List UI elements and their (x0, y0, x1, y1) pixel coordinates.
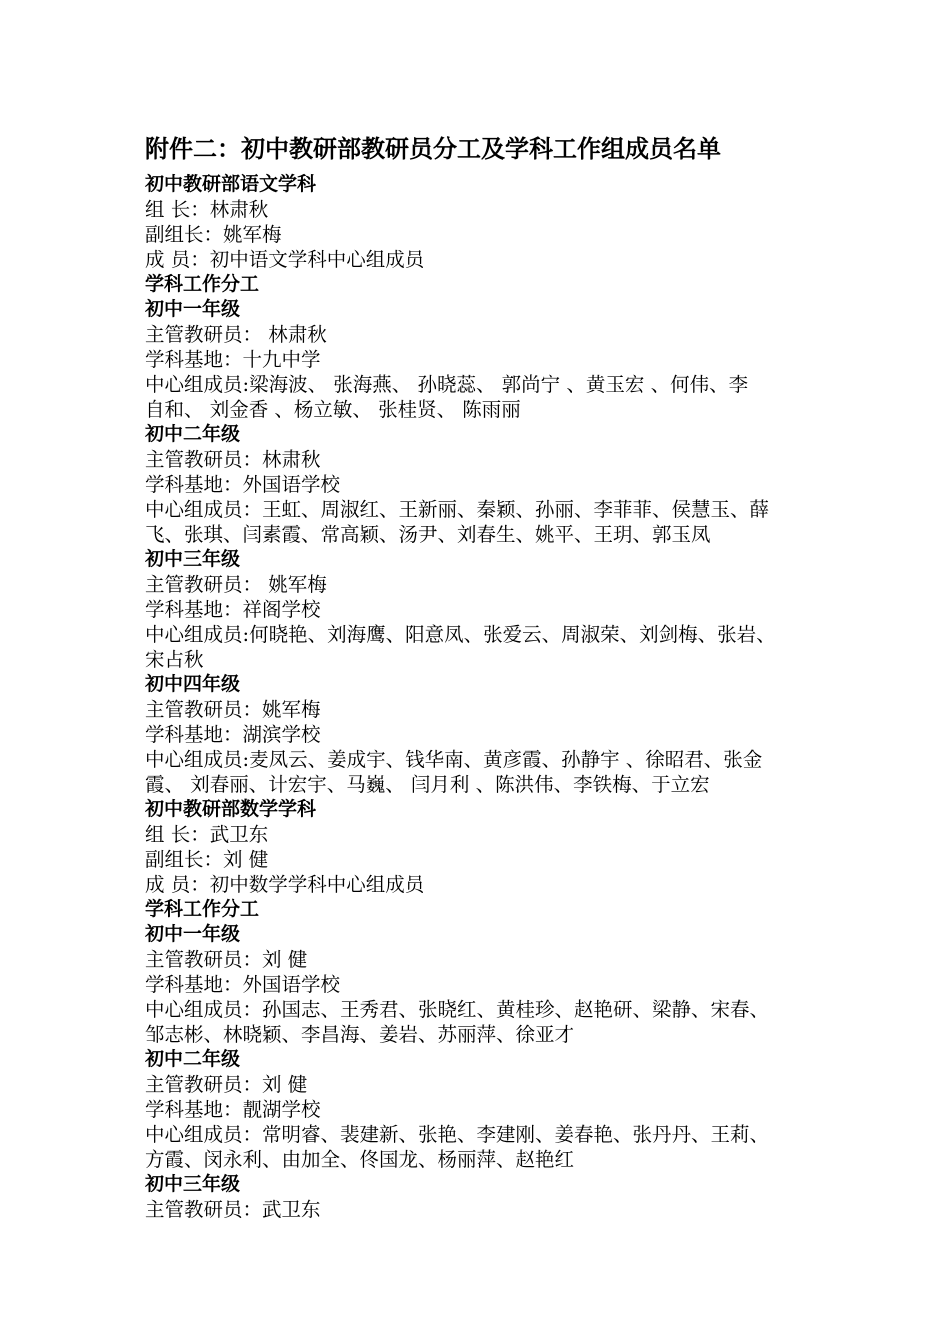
text-line: 学科基地：外国语学校 (145, 473, 341, 496)
section-heading: 初中一年级 (145, 923, 241, 945)
section-heading: 初中三年级 (145, 1173, 241, 1195)
text-line: 主管教研员：刘 健 (145, 1073, 308, 1096)
text-line: 方霞、闵永利、由加全、佟国龙、杨丽萍、赵艳红 (145, 1148, 575, 1171)
text-line: 副组长：刘 健 (145, 848, 269, 871)
section-heading: 学科工作分工 (145, 273, 260, 295)
text-line: 中心组成员：孙国志、王秀君、张晓红、黄桂珍、赵艳研、梁静、宋春、 (145, 998, 770, 1021)
text-line: 组 长：林肃秋 (145, 198, 269, 221)
text-line: 成 员：初中数学学科中心组成员 (145, 873, 425, 896)
section-heading: 初中三年级 (145, 548, 241, 570)
text-line: 中心组成员:麦凤云、姜成宇、钱华南、黄彦霞、孙静宇 、徐昭君、张金 (145, 748, 763, 771)
section-heading: 初中二年级 (145, 1048, 241, 1070)
text-line: 主管教研员： 林肃秋 (145, 323, 327, 346)
section-heading: 学科工作分工 (145, 898, 260, 920)
text-line: 学科基地：靓湖学校 (145, 1098, 321, 1121)
document-body (145, 172, 825, 1222)
section-heading: 初中四年级 (145, 673, 241, 695)
text-line: 宋占秋 (145, 648, 204, 671)
section-heading: 初中一年级 (145, 298, 241, 320)
text-line: 学科基地：外国语学校 (145, 973, 341, 996)
text-line: 学科基地：祥阁学校 (145, 598, 321, 621)
text-line: 霞、 刘春丽、计宏宇、马巍、 闫月利 、陈洪伟、李铁梅、于立宏 (145, 773, 710, 796)
text-line: 主管教研员：林肃秋 (145, 448, 321, 471)
document-page (145, 130, 825, 1222)
section-heading: 初中教研部语文学科 (145, 173, 317, 195)
text-line: 邹志彬、林晓颖、李昌海、姜岩、苏丽萍、徐亚才 (145, 1023, 575, 1046)
text-line: 副组长：姚军梅 (145, 223, 282, 246)
text-line: 中心组成员：常明睿、裴建新、张艳、李建刚、姜春艳、张丹丹、王莉、 (145, 1123, 770, 1146)
text-line: 中心组成员:梁海波、 张海燕、 孙晓蕊、 郭尚宁 、黄玉宏 、何伟、李 (145, 373, 749, 396)
text-line: 中心组成员：王虹、周淑红、王新丽、秦颖、孙丽、李菲菲、侯慧玉、薛 (145, 498, 770, 521)
text-line: 学科基地：十九中学 (145, 348, 321, 371)
text-line: 组 长：武卫东 (145, 823, 269, 846)
text-line: 主管教研员：武卫东 (145, 1198, 321, 1221)
text-line: 自和、 刘金香 、杨立敏、 张桂贤、 陈雨丽 (145, 398, 521, 421)
text-line: 主管教研员：姚军梅 (145, 698, 321, 721)
text-line: 中心组成员:何晓艳、刘海鹰、阳意凤、张爱云、周淑荣、刘剑梅、张岩、 (145, 623, 776, 646)
text-line: 主管教研员：刘 健 (145, 948, 308, 971)
text-line: 飞、张琪、闫素霞、常高颖、汤尹、刘春生、姚平、王玥、郭玉凤 (145, 523, 711, 546)
section-heading: 初中教研部数学学科 (145, 798, 317, 820)
section-heading: 初中二年级 (145, 423, 241, 445)
text-line: 成 员：初中语文学科中心组成员 (145, 248, 425, 271)
text-line: 学科基地：湖滨学校 (145, 723, 321, 746)
document-title: 附件二：初中教研部教研员分工及学科工作组成员名单 (145, 135, 721, 163)
text-line: 主管教研员： 姚军梅 (145, 573, 327, 596)
